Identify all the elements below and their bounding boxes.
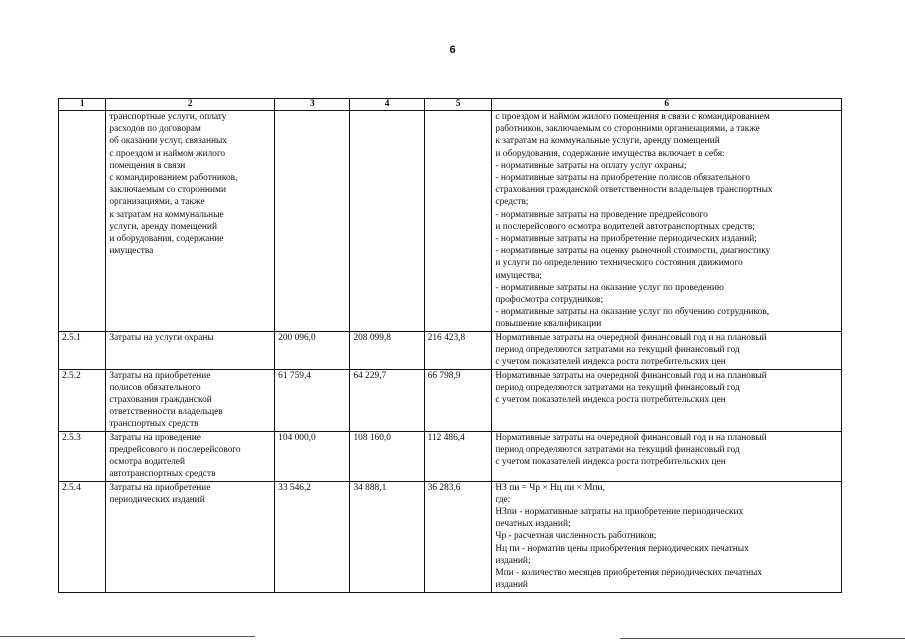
row-code (59, 111, 106, 332)
row-code: 2.5.3 (59, 431, 106, 481)
budget-table (58, 98, 842, 593)
row-name: Затраты на проведение предрейсового и послерейсового осмотра водителей автотранспортных средств (106, 431, 275, 481)
row-value-3: 112 486,4 (424, 431, 492, 481)
table-row (59, 431, 842, 481)
header-cell-5: 5 (424, 99, 492, 111)
scan-artifact-line (620, 638, 905, 639)
row-description: НЗ пи = Чр × Нц пи × Мпи, где: НЗпи - нормативные затраты на приобретение периодических печатных изданий; Чр - расчетная численность работников; Нц пи - норматив цены приобретения периодических печатных изданий; Мпи - количество месяцев приобретения периодических печатных изданий (492, 481, 842, 592)
row-value-2: 108 160,0 (350, 431, 424, 481)
header-cell-3: 3 (275, 99, 350, 111)
header-cell-2: 2 (106, 99, 275, 111)
row-value-2: 64 229,7 (350, 369, 424, 431)
row-value-1 (275, 111, 350, 332)
row-value-1: 200 096,0 (275, 331, 350, 369)
row-value-2 (350, 111, 424, 332)
header-cell-1: 1 (59, 99, 106, 111)
table-row (59, 369, 842, 431)
row-value-2: 34 888,1 (350, 481, 424, 592)
row-code: 2.5.1 (59, 331, 106, 369)
row-value-3: 36 283,6 (424, 481, 492, 592)
row-name: Затраты на приобретение периодических изданий (106, 481, 275, 592)
row-name: транспортные услуги, оплату расходов по договорам об оказании услуг, связанных с проездом и наймом жилого помещения в связи с командированием работников, заключаемым со сторонними организациями, а также к затратам на коммунальные услуги, аренду помещений и оборудования, содержание имущества (106, 111, 275, 332)
page-number: 6 (449, 44, 456, 56)
row-value-2: 208 099,8 (350, 331, 424, 369)
row-description: Нормативные затраты на очередной финансовый год и на плановый период определяются затратами на текущий финансовый год с учетом показателей индекса роста потребительских цен (492, 431, 842, 481)
scan-artifact-line (0, 636, 255, 637)
row-description: Нормативные затраты на очередной финансовый год и на плановый период определяются затратами на текущий финансовый год с учетом показателей индекса роста потребительских цен (492, 369, 842, 431)
table-row (59, 481, 842, 592)
row-code: 2.5.4 (59, 481, 106, 592)
row-description: Нормативные затраты на очередной финансовый год и на плановый период определяются затратами на текущий финансовый год с учетом показателей индекса роста потребительских цен (492, 331, 842, 369)
row-name: Затраты на приобретение полисов обязательного страхования гражданской ответственности владельцев транспортных средств (106, 369, 275, 431)
row-value-3: 66 798,9 (424, 369, 492, 431)
header-cell-4: 4 (350, 99, 424, 111)
table-row-continuation (59, 111, 842, 332)
row-name: Затраты на услуги охраны (106, 331, 275, 369)
row-value-1: 104 000,0 (275, 431, 350, 481)
header-row (59, 99, 842, 111)
table-row (59, 331, 842, 369)
row-description: с проездом и наймом жилого помещения в связи с командированием работников, заключаемым со сторонними организациями, а также к затратам на коммунальные услуги, аренду помещений и оборудования, содержание имущества включает в себя: - нормативные затраты на оплату услуг охраны; - нормативные затраты на приобретение полисов обязательного страхования гражданской ответственности владельцев транспортных средств; - нормативные затраты на проведение предрейсового и послерейсового осмотра водителей автотранспортных средств; - нормативные затраты на приобретение периодических изданий; - нормативные затраты на оценку рыночной стоимости, диагностику и услуги по определению технического состояния движимого имущества; - нормативные затраты на оказание услуг по проведению профосмотра сотрудников; - нормативные затраты на оказание услуг по обучению сотрудников, повышение квалификации (492, 111, 842, 332)
row-value-3 (424, 111, 492, 332)
row-value-3: 216 423,8 (424, 331, 492, 369)
row-code: 2.5.2 (59, 369, 106, 431)
row-value-1: 33 546,2 (275, 481, 350, 592)
row-value-1: 61 759,4 (275, 369, 350, 431)
header-cell-6: 6 (492, 99, 842, 111)
